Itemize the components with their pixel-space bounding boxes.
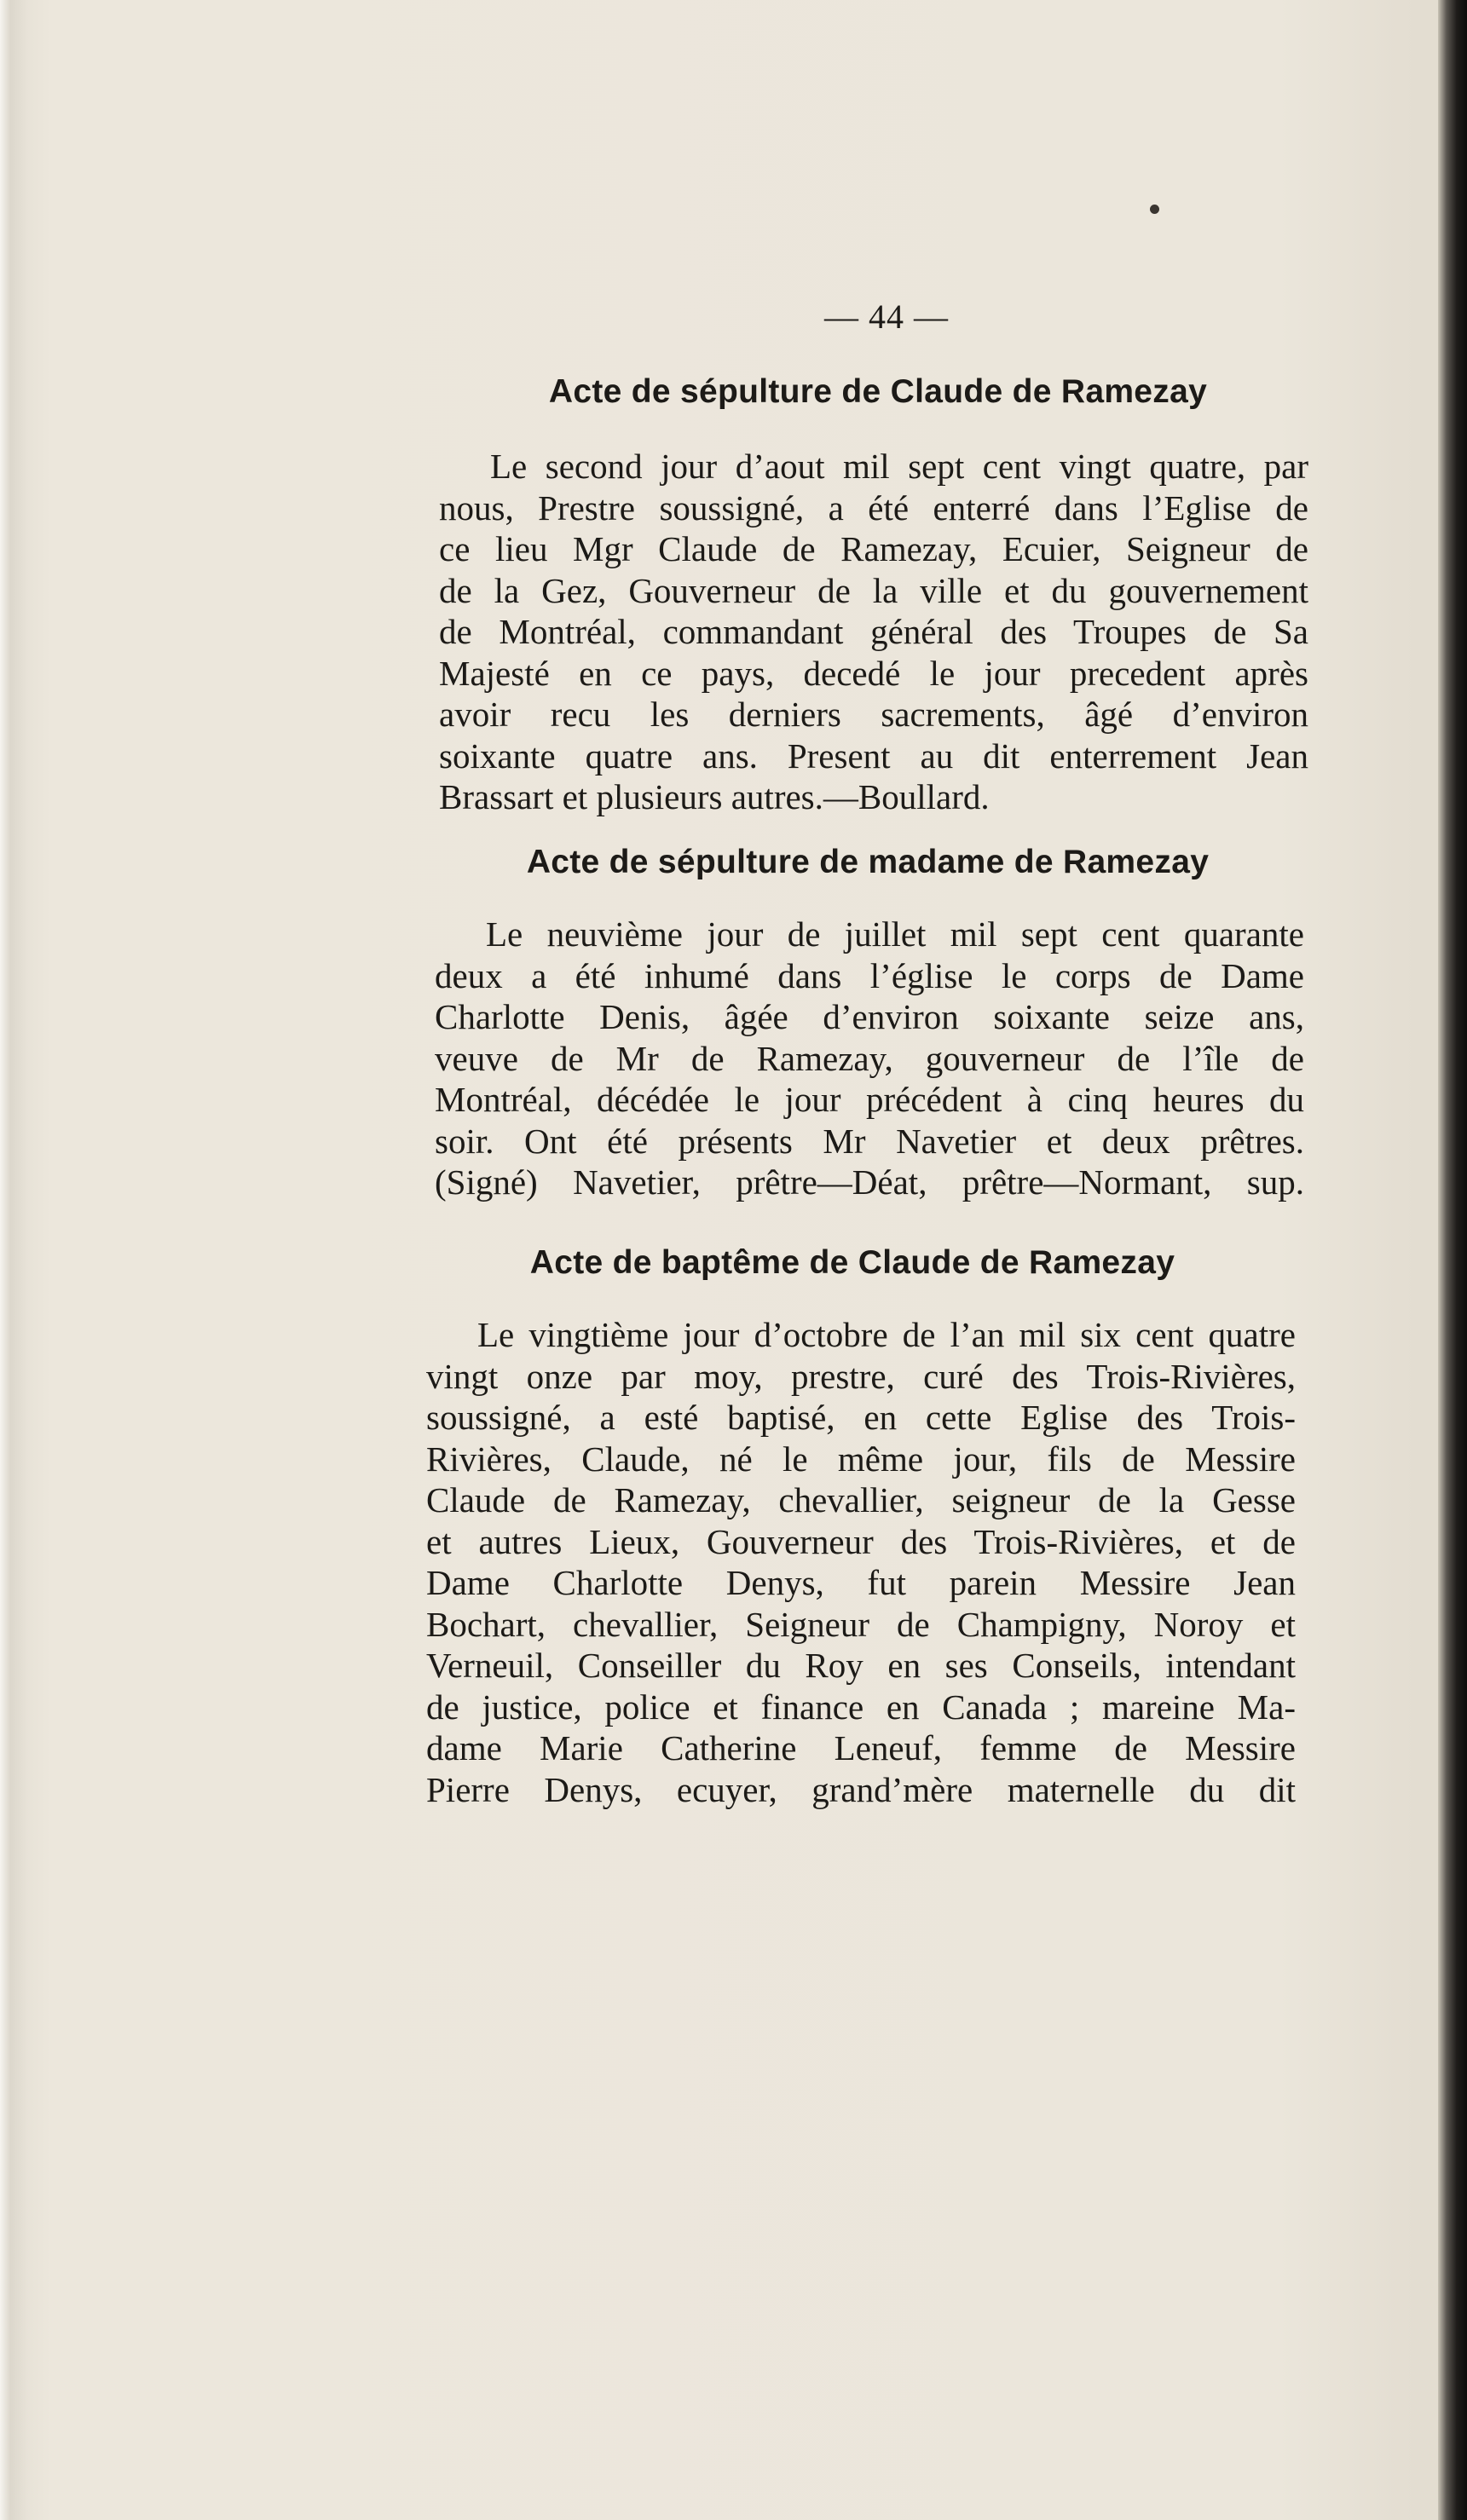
- section-title-baptism-claude: Acte de baptême de Claude de Ramezay: [529, 1244, 1175, 1281]
- text-line: Le neuvième jour de juillet mil sept cent quarante: [486, 914, 1304, 954]
- section-title-burial-claude: Acte de sépulture de Claude de Ramezay: [548, 373, 1208, 410]
- section-title-burial-madame: Acte de sépulture de madame de Ramezay: [526, 844, 1210, 880]
- text-line: nous, Prestre soussigné, a été enterré dans l’Eglise de: [439, 487, 1308, 528]
- text-line: Dame Charlotte Denys, fut parein Messire Jean: [426, 1563, 1296, 1602]
- text-line: Claude de Ramezay, chevallier, seigneur de la Gesse: [426, 1480, 1296, 1519]
- text-line: ce lieu Mgr Claude de Ramezay, Ecuier, Seigneur de: [439, 529, 1308, 568]
- text-line: vingt onze par moy, prestre, curé des Trois-Rivières,: [426, 1356, 1296, 1396]
- text-line: veuve de Mr de Ramezay, gouverneur de l’île de: [435, 1038, 1304, 1078]
- text-line: Bochart, chevallier, Seigneur de Champigny, Noroy et: [426, 1604, 1296, 1644]
- text-line: soir. Ont été présents Mr Navetier et deux prêtres.: [435, 1121, 1304, 1161]
- text-line: de Montréal, commandant général des Troupes de Sa: [439, 612, 1308, 651]
- text-line: de la Gez, Gouverneur de la ville et du gouvernement: [439, 570, 1308, 610]
- text-line: soixante quatre ans. Present au dit enterrement Jean: [439, 735, 1308, 776]
- binding-edge: [0, 0, 26, 2520]
- paragraph-burial-madame: [435, 914, 1304, 1203]
- text-line: dame Marie Catherine Leneuf, femme de Messire: [426, 1728, 1296, 1767]
- text-line: de justice, police et finance en Canada ; mareine Ma-: [426, 1687, 1296, 1727]
- text-line: Brassart et plusieurs autres.—Boullard.: [439, 777, 990, 816]
- page-edge-shadow: [1438, 0, 1467, 2520]
- ink-speck: [1150, 205, 1159, 214]
- text-line: Montréal, décédée le jour précédent à cinq heures du: [435, 1080, 1304, 1119]
- text-line: Charlotte Denis, âgée d’environ soixante seize ans,: [435, 997, 1304, 1036]
- text-line: et autres Lieux, Gouverneur des Trois-Rivières, et de: [426, 1521, 1296, 1561]
- page-number: — 44 —: [824, 297, 949, 336]
- text-line: avoir recu les derniers sacrements, âgé d’environ: [439, 695, 1308, 734]
- text-line: Majesté en ce pays, decedé le jour precedent après: [439, 653, 1308, 693]
- text-line: Le vingtième jour d’octobre de l’an mil six cent quatre: [477, 1315, 1296, 1354]
- text-line: deux a été inhumé dans l’église le corps de Dame: [435, 955, 1304, 995]
- paragraph-burial-claude: [439, 446, 1308, 818]
- text-line: (Signé) Navetier, prêtre—Déat, prêtre—Normant, sup.: [435, 1162, 1304, 1202]
- text-line: Le second jour d’aout mil sept cent vingt quatre, par: [490, 447, 1308, 486]
- text-line: Pierre Denys, ecuyer, grand’mère maternelle du dit: [426, 1769, 1296, 1809]
- paragraph-baptism-claude: [426, 1314, 1296, 1810]
- text-line: Verneuil, Conseiller du Roy en ses Conseils, intendant: [426, 1646, 1296, 1685]
- text-line: soussigné, a esté baptisé, en cette Eglise des Trois-: [426, 1398, 1296, 1437]
- text-line: Rivières, Claude, né le même jour, fils de Messire: [426, 1439, 1296, 1479]
